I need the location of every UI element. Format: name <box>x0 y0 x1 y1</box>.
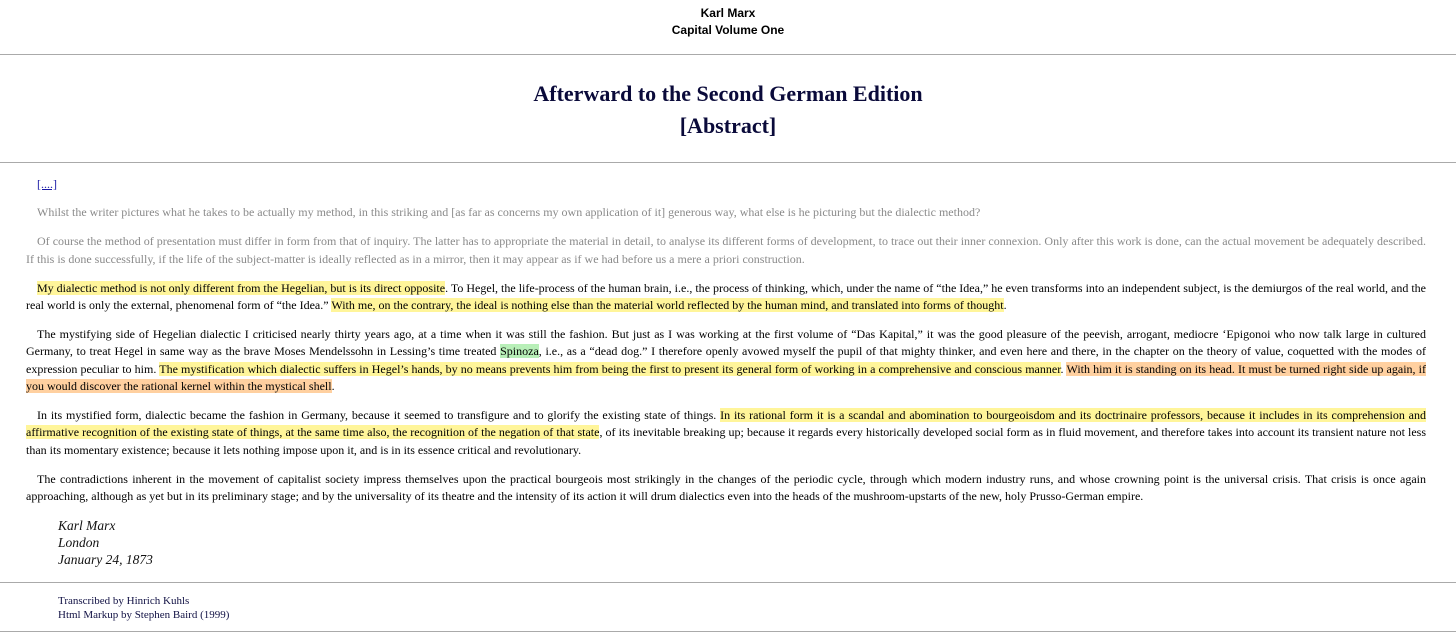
text-span: The mystifying side of Hegelian dialectic I criticised nearly thirty years ago, at a time when it was still the fashion. But just as I was working at the first volume of “Das Kapital,” it was the good pleasure of the peevish, arrogant, mediocre ‘Epigonoi who now talk large in cultured Germany, to treat Hegel in same way as the brave Moses Mendelssohn in Lessing’s time treated <box>26 326 1426 359</box>
paragraph-2: Of course the method of presentation must differ in form from that of inquiry. The latter has to appropriate the material in detail, to analyse its different forms of development, to trace out their inner connexion. Only after this work is done, can the actual movement be adequately described. If this is done successfully, if the life of the subject-matter is ideally reflected as in a mirror, then it may appear as if we had before us a mere a priori construction. <box>26 234 1426 266</box>
divider <box>0 631 1456 632</box>
text-span: . To Hegel, the life-process of the human brain, i.e., the process of thinking, which, under the name of “the Idea,” he even transforms into an independent subject, is the demiurgos of the real world, and the real world is only the external, phenomenal form of “the Idea.” <box>26 280 1426 313</box>
ellipsis-link[interactable]: [....] <box>37 177 57 191</box>
highlight-orange: With him it is standing on its head. It must be turned right side up again, if you would discover the rational kernel within the mystical shell <box>26 361 1426 394</box>
header-book-title: Capital Volume One <box>671 23 785 37</box>
main-text <box>26 176 1426 517</box>
header-author: Karl Marx <box>700 6 756 20</box>
text-span: , i.e., as a “dead dog.” I therefore openly avowed myself the pupil of that mighty thinker, and even here and there, in the chapter on the theory of value, coquetted with the modes of expression peculiar to him. <box>26 344 1427 376</box>
page-header <box>0 0 1456 48</box>
signature <box>58 517 153 569</box>
paragraph-6: The contradictions inherent in the movement of capitalist society impress themselves upon the practical bourgeois most strikingly in the changes of the periodic cycle, through which modern industry runs, and whose crowning point is the universal crisis. That crisis is once again approaching, although as yet but in its preliminary stage; and by the universality of its theatre and the intensity of its action it will drum dialectics even into the heads of the mushroom-upstarts of the new, holy Prusso-German empire. <box>26 471 1426 504</box>
signature-place: London <box>58 535 100 551</box>
text-span: In its mystified form, dialectic became the fashion in Germany, because it seemed to transfigure and to glorify the existing state of things. <box>37 408 721 423</box>
signature-name: Karl Marx <box>58 518 116 533</box>
footer-markup: Html Markup by Stephen Baird (1999) <box>58 608 230 621</box>
highlight: With me, on the contrary, the ideal is nothing else than the material world reflected by the human mind, and translated into forms of thought <box>331 298 1004 313</box>
highlight: The mystification which dialectic suffers in Hegel’s hands, by no means prevents him from being the first to present its general form of working in a comprehensive and conscious manner <box>159 361 1061 376</box>
divider <box>0 582 1456 583</box>
footer-transcribed: Transcribed by Hinrich Kuhls <box>58 595 190 607</box>
text-span: . <box>1060 361 1067 376</box>
signature-date: January 24, 1873 <box>58 552 153 568</box>
paragraph-3 <box>26 280 1426 315</box>
text-span: , of its inevitable breaking up; because it regards every historically developed social form as in fluid movement, and therefore takes into account its transient nature not less than its momentary existence; because it lets nothing impose upon it, and is in its essence critical and revolutionary. <box>26 425 1426 457</box>
highlight-green: Spinoza <box>500 344 539 359</box>
text-span: . <box>331 379 335 394</box>
divider <box>0 162 1456 163</box>
text-span: . <box>1003 298 1007 313</box>
footer <box>58 595 229 622</box>
paragraph-1: Whilst the writer pictures what he takes to be actually my method, in this striking and [as far as concerns my own application of it] generous way, what else is he picturing but the dialectic method? <box>37 205 981 220</box>
chapter-title <box>0 78 1456 142</box>
highlight: My dialectic method is not only different from the Hegelian, but is its direct opposite <box>37 280 446 295</box>
chapter-title-line2: [Abstract] <box>679 113 777 138</box>
divider <box>0 54 1456 55</box>
paragraph-4 <box>26 326 1426 396</box>
chapter-title-line1: Afterward to the Second German Edition <box>533 81 923 106</box>
highlight: In its rational form it is a scandal and abomination to bourgeoisdom and its doctrinaire professors, because it includes in its comprehension and affirmative recognition of the existing state of things, at the same time also, the recognition of the negation of that state <box>26 408 1426 440</box>
paragraph-5 <box>26 407 1426 459</box>
